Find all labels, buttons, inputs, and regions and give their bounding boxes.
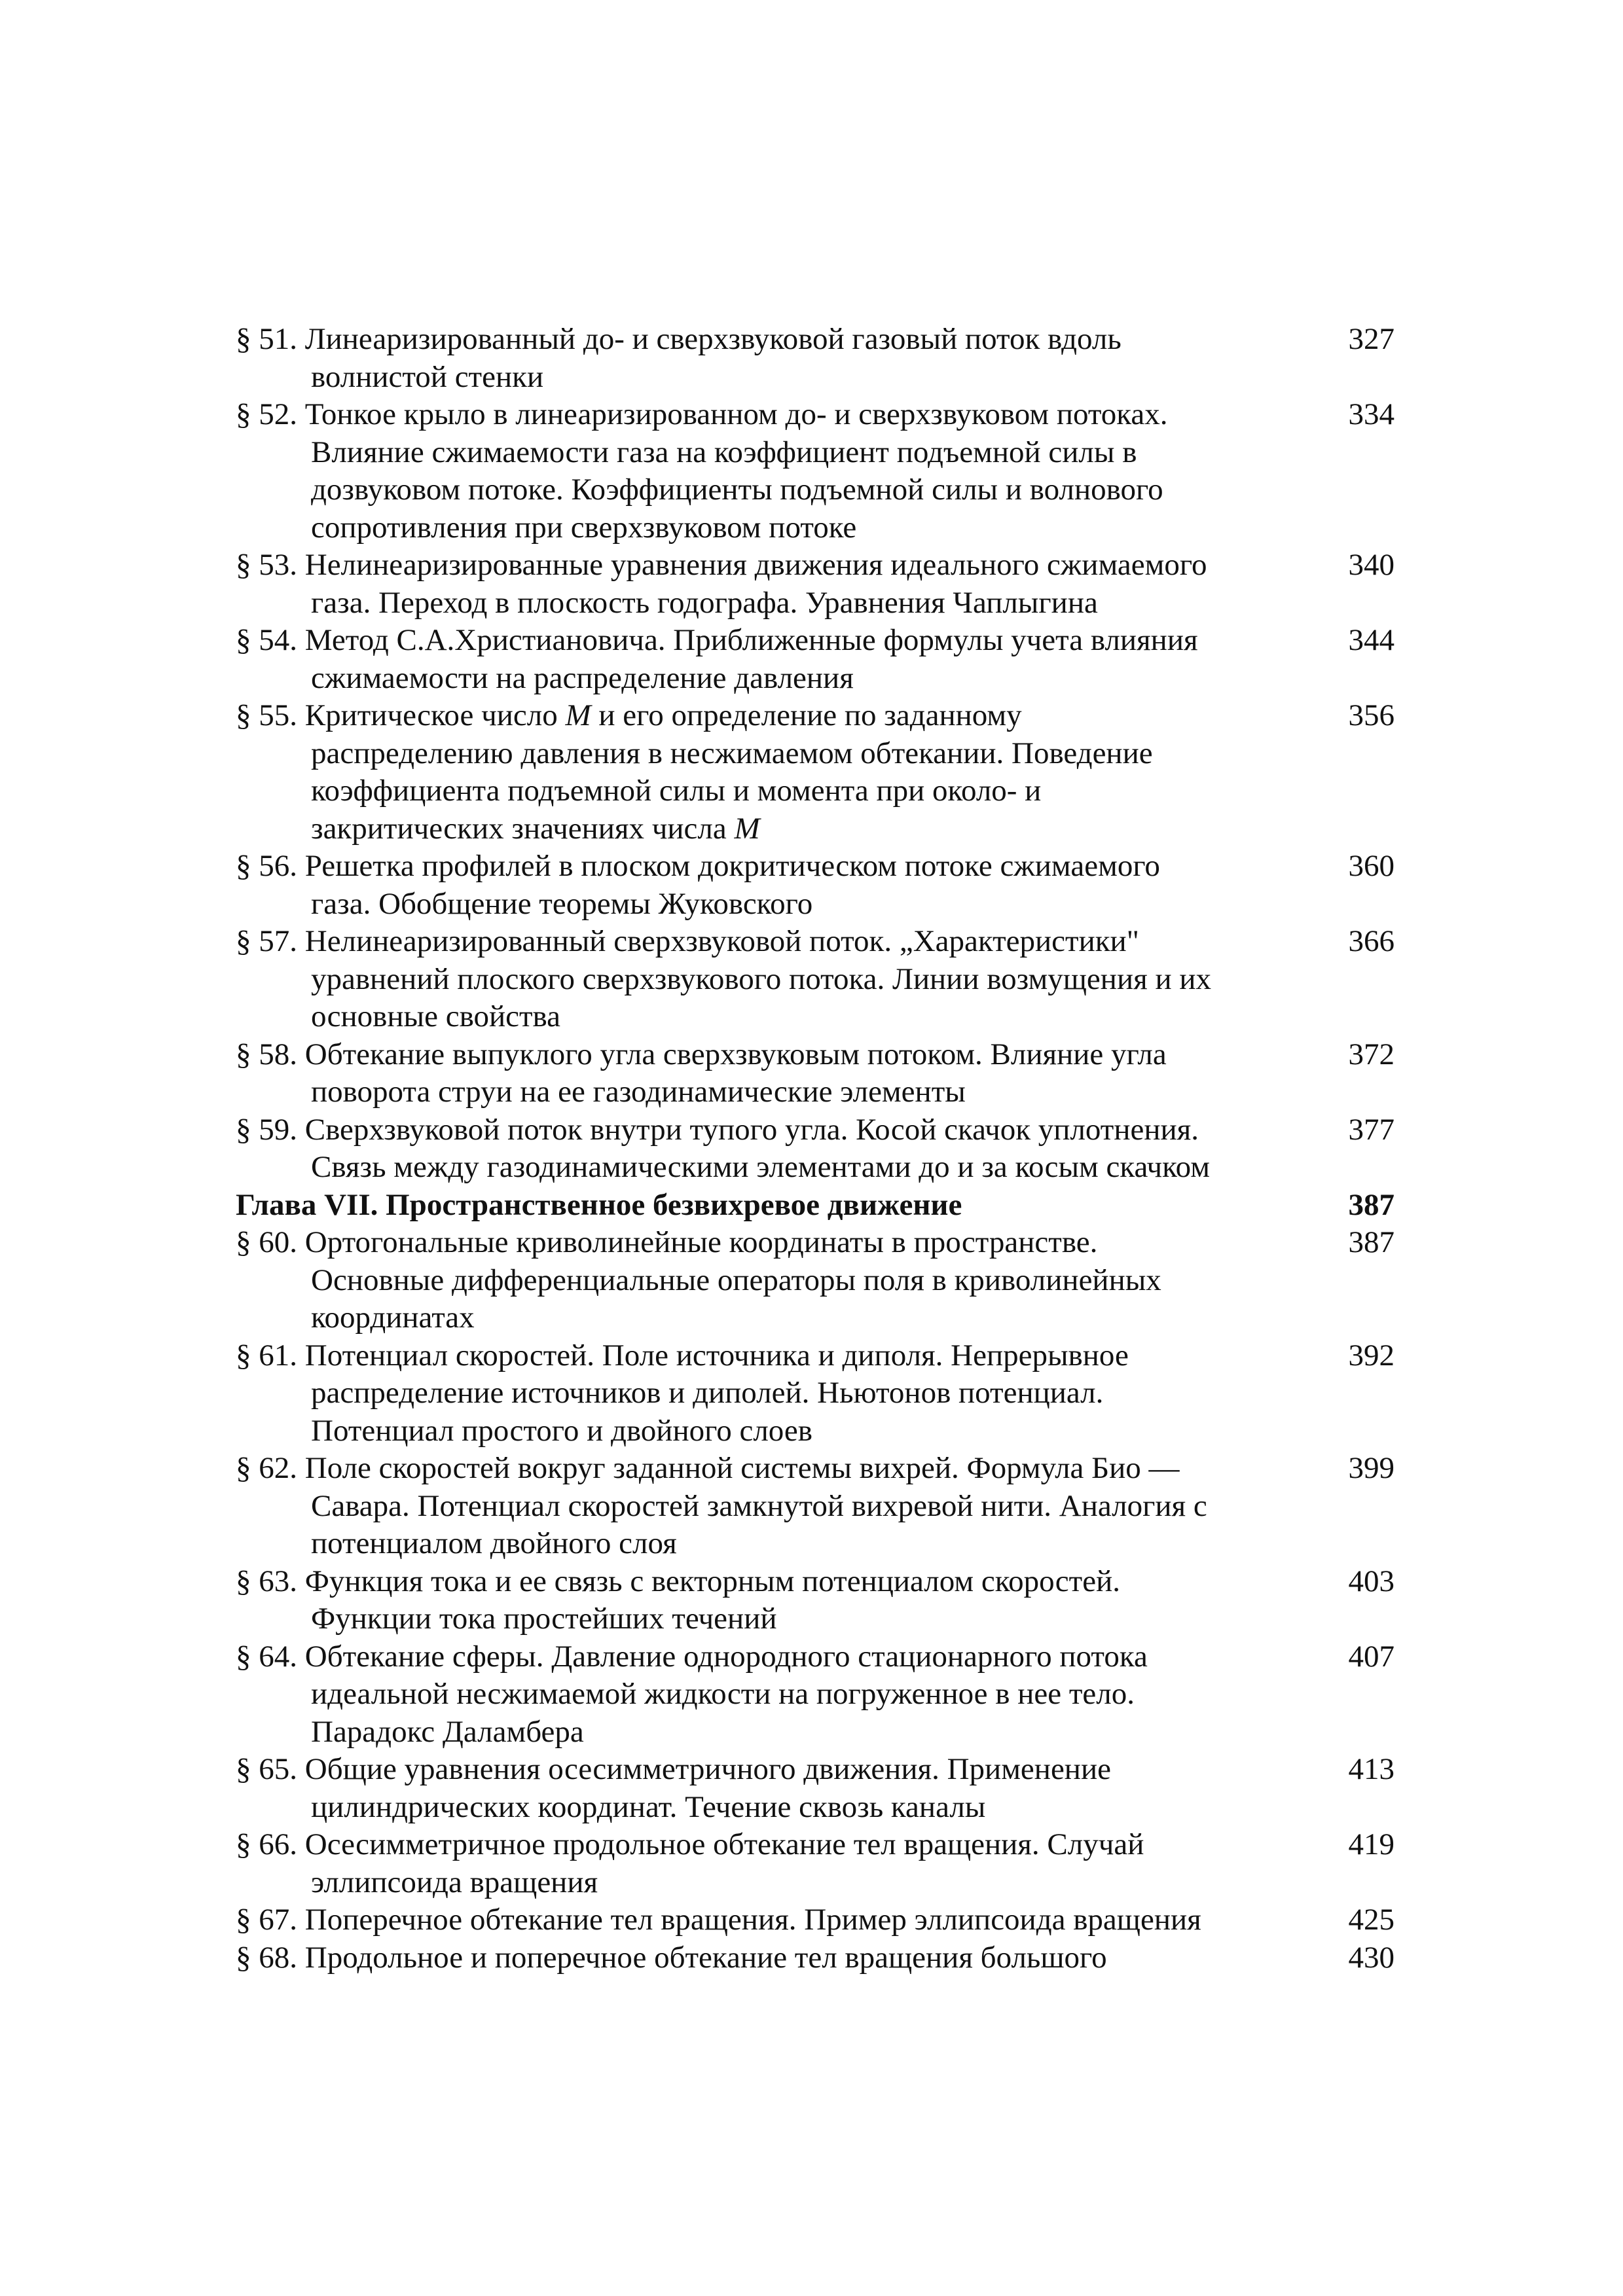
toc-text-part: § 53. Нелинеаризированные уравнения движения идеального сжимаемого bbox=[236, 548, 1207, 582]
toc-text-part: § 64. Обтекание сферы. Давление однородного стационарного потока bbox=[236, 1639, 1148, 1674]
toc-continuation-line bbox=[236, 772, 1395, 810]
toc-text bbox=[236, 1826, 1144, 1864]
toc-entry-line bbox=[236, 622, 1395, 660]
toc-entry-line bbox=[236, 1638, 1395, 1676]
page-number: 399 bbox=[1348, 1451, 1395, 1485]
toc-text-part: Влияние сжимаемости газа на коэффициент подъемной силы в bbox=[311, 435, 1137, 469]
toc-text-part: Глава VII. Пространственное безвихревое движение bbox=[236, 1187, 962, 1222]
toc-continuation-line bbox=[236, 1864, 1395, 1902]
page-number: 334 bbox=[1348, 397, 1395, 431]
toc-text-part: § 68. Продольное и поперечное обтекание тел вращения большого bbox=[236, 1940, 1107, 1975]
toc-text-part: сопротивления при сверхзвуковом потоке bbox=[311, 510, 857, 545]
toc-continuation-line bbox=[236, 1525, 1395, 1563]
toc-continuation-line bbox=[236, 509, 1395, 547]
page-number: 419 bbox=[1348, 1827, 1395, 1861]
toc-text-part: § 54. Метод С.А.Христиановича. Приближенные формулы учета влияния bbox=[236, 623, 1198, 657]
toc-entry-line bbox=[236, 1751, 1395, 1789]
toc-text bbox=[236, 772, 1041, 810]
toc-continuation-line bbox=[236, 1488, 1395, 1526]
toc-continuation-line bbox=[236, 961, 1395, 999]
toc-text bbox=[236, 923, 1139, 961]
toc-entry-line bbox=[236, 848, 1395, 886]
toc-text-part: § 67. Поперечное обтекание тел вращения. Пример эллипсоида вращения bbox=[236, 1903, 1201, 1937]
toc-text-part: Потенциал простого и двойного слоев bbox=[311, 1413, 812, 1448]
toc-text-part: уравнений плоского сверхзвукового потока. Линии возмущения и их bbox=[311, 961, 1212, 996]
page-number: 392 bbox=[1348, 1338, 1395, 1372]
toc-entry-line bbox=[236, 1224, 1395, 1262]
toc-text bbox=[236, 1676, 1135, 1713]
toc-text-part: Парадокс Даламбера bbox=[311, 1714, 584, 1749]
toc-text-part: Основные дифференциальные операторы поля в криволинейных bbox=[311, 1263, 1161, 1297]
toc-continuation-line bbox=[236, 1374, 1395, 1412]
toc-text-part: дозвуковом потоке. Коэффициенты подъемной силы и волнового bbox=[311, 473, 1163, 507]
toc-text bbox=[236, 848, 1160, 886]
toc-text-part: § 66. Осесимметричное продольное обтекание тел вращения. Случай bbox=[236, 1827, 1144, 1861]
toc-continuation-line bbox=[236, 1262, 1395, 1300]
toc-text-part: газа. Переход в плоскость годографа. Уравнения Чаплыгина bbox=[311, 585, 1098, 620]
toc-text-part: § 61. Потенциал скоростей. Поле источника и диполя. Непрерывное bbox=[236, 1338, 1129, 1372]
toc-text-part: § 51. Линеаризированный до- и сверхзвуковой газовый поток вдоль bbox=[236, 322, 1122, 356]
toc-text-part: § 59. Сверхзвуковой поток внутри тупого угла. Косой скачок уплотнения. bbox=[236, 1112, 1199, 1147]
toc-text bbox=[236, 1224, 1097, 1262]
toc-text bbox=[236, 660, 854, 698]
toc-continuation-line bbox=[236, 1073, 1395, 1111]
toc-text bbox=[236, 1299, 475, 1337]
toc-text bbox=[236, 1374, 1103, 1412]
toc-text-part: поворота струи на ее газодинамические элементы bbox=[311, 1075, 966, 1109]
toc-continuation-line bbox=[236, 810, 1395, 848]
toc-continuation-line bbox=[236, 584, 1395, 622]
toc-text bbox=[236, 961, 1211, 999]
toc-text bbox=[236, 1713, 584, 1751]
toc-continuation-line bbox=[236, 1412, 1395, 1450]
toc-text bbox=[236, 735, 1153, 773]
toc-text bbox=[236, 1111, 1199, 1149]
toc-text-part: волнистой стенки bbox=[311, 359, 544, 394]
chapter-heading-line bbox=[236, 1187, 1395, 1225]
toc-text-part: § 57. Нелинеаризированный сверхзвуковой поток. „Характеристики" bbox=[236, 924, 1139, 958]
toc-text bbox=[236, 434, 1137, 472]
toc-text bbox=[236, 998, 560, 1036]
toc-text-part: Савара. Потенциал скоростей замкнутой вихревой нити. Аналогия с bbox=[311, 1488, 1207, 1523]
page-number: 344 bbox=[1348, 623, 1395, 657]
page-number: 356 bbox=[1348, 698, 1395, 732]
toc-text bbox=[236, 1901, 1201, 1939]
toc-entry-line bbox=[236, 396, 1395, 434]
toc-entry-line bbox=[236, 1337, 1395, 1375]
page-number: 387 bbox=[1348, 1225, 1395, 1259]
toc-text bbox=[236, 1939, 1107, 1977]
toc-text bbox=[236, 1187, 962, 1225]
toc-text-part: и его определение по заданному bbox=[591, 698, 1022, 732]
page-number: 403 bbox=[1348, 1564, 1395, 1598]
toc-entry-line bbox=[236, 1111, 1395, 1149]
toc-text bbox=[236, 1073, 966, 1111]
page-number: 360 bbox=[1348, 849, 1395, 883]
toc-text bbox=[236, 1450, 1180, 1488]
toc-text-part: сжимаемости на распределение давления bbox=[311, 660, 854, 695]
toc-text-part: цилиндрических координат. Течение сквозь каналы bbox=[311, 1789, 986, 1824]
toc-text bbox=[236, 1563, 1120, 1601]
toc-text-part: Функции тока простейших течений bbox=[311, 1602, 777, 1636]
toc-text bbox=[236, 321, 1122, 359]
toc-text bbox=[236, 1525, 677, 1563]
toc-text-part: Связь между газодинамическими элементами до и за косым скачком bbox=[311, 1150, 1210, 1184]
toc-text-part: распределение источников и диполей. Ньютонов потенциал. bbox=[311, 1376, 1104, 1410]
toc-entry-line bbox=[236, 547, 1395, 584]
toc-text bbox=[236, 1638, 1148, 1676]
table-of-contents bbox=[236, 321, 1395, 1977]
toc-continuation-line bbox=[236, 1676, 1395, 1713]
toc-continuation-line bbox=[236, 1713, 1395, 1751]
toc-text bbox=[236, 1412, 812, 1450]
toc-text-part: координатах bbox=[311, 1300, 475, 1335]
page-number: 387 bbox=[1348, 1187, 1395, 1222]
toc-text bbox=[236, 1751, 1111, 1789]
toc-text bbox=[236, 509, 856, 547]
page-number: 327 bbox=[1348, 322, 1395, 356]
toc-text bbox=[236, 1789, 985, 1827]
page-number: 340 bbox=[1348, 548, 1395, 582]
toc-continuation-line bbox=[236, 1600, 1395, 1638]
toc-continuation-line bbox=[236, 998, 1395, 1036]
toc-text bbox=[236, 1488, 1207, 1526]
toc-text bbox=[236, 547, 1207, 584]
page-number: 372 bbox=[1348, 1037, 1395, 1071]
toc-text-part: § 52. Тонкое крыло в линеаризированном до- и сверхзвуковом потоках. bbox=[236, 397, 1168, 431]
toc-continuation-line bbox=[236, 1789, 1395, 1827]
toc-text bbox=[236, 1036, 1167, 1074]
toc-text bbox=[236, 697, 1022, 735]
toc-text-part: основные свойства bbox=[311, 999, 560, 1033]
toc-text-part: газа. Обобщение теоремы Жуковского bbox=[311, 886, 813, 921]
toc-text bbox=[236, 1262, 1161, 1300]
toc-text-part: § 55. Критическое число bbox=[236, 698, 558, 732]
toc-continuation-line bbox=[236, 1149, 1395, 1187]
toc-continuation-line bbox=[236, 359, 1395, 397]
toc-text bbox=[236, 622, 1198, 660]
toc-text bbox=[236, 810, 760, 848]
toc-text bbox=[236, 359, 543, 397]
toc-text-part: распределению давления в несжимаемом обтекании. Поведение bbox=[311, 736, 1153, 770]
toc-continuation-line bbox=[236, 471, 1395, 509]
page-number: 413 bbox=[1348, 1752, 1395, 1786]
page-number: 407 bbox=[1348, 1639, 1395, 1674]
toc-text-part: коэффициента подъемной силы и момента при около- и bbox=[311, 774, 1042, 808]
toc-text-part: § 56. Решетка профилей в плоском докритическом потоке сжимаемого bbox=[236, 849, 1160, 883]
page-number: 430 bbox=[1348, 1940, 1395, 1975]
toc-text-part: § 62. Поле скоростей вокруг заданной системы вихрей. Формула Био — bbox=[236, 1451, 1180, 1485]
toc-text-part: закритических значениях числа bbox=[311, 811, 727, 846]
page-number: 366 bbox=[1348, 924, 1395, 958]
toc-text-part: § 58. Обтекание выпуклого угла сверхзвуковым потоком. Влияние угла bbox=[236, 1037, 1167, 1071]
toc-text bbox=[236, 1864, 598, 1902]
page-number: 425 bbox=[1348, 1903, 1395, 1937]
toc-text bbox=[236, 584, 1098, 622]
toc-text-part: идеальной несжимаемой жидкости на погруженное в нее тело. bbox=[311, 1677, 1135, 1711]
toc-text bbox=[236, 886, 812, 924]
page-number: 377 bbox=[1348, 1112, 1395, 1147]
toc-entry-line bbox=[236, 1563, 1395, 1601]
toc-entry-line bbox=[236, 321, 1395, 359]
toc-entry-line bbox=[236, 697, 1395, 735]
toc-text-part: эллипсоида вращения bbox=[311, 1865, 598, 1899]
toc-continuation-line bbox=[236, 886, 1395, 924]
toc-text bbox=[236, 396, 1168, 434]
toc-entry-line bbox=[236, 1826, 1395, 1864]
toc-text-part: § 60. Ортогональные криволинейные координаты в пространстве. bbox=[236, 1225, 1098, 1259]
toc-continuation-line bbox=[236, 660, 1395, 698]
toc-text bbox=[236, 471, 1163, 509]
math-symbol-m: M bbox=[565, 698, 591, 732]
toc-entry-line bbox=[236, 1036, 1395, 1074]
toc-text bbox=[236, 1149, 1210, 1187]
toc-continuation-line bbox=[236, 735, 1395, 773]
toc-text-part: § 63. Функция тока и ее связь с векторным потенциалом скоростей. bbox=[236, 1564, 1120, 1598]
toc-entry-line bbox=[236, 1450, 1395, 1488]
math-symbol-m: M bbox=[734, 811, 760, 846]
toc-text bbox=[236, 1600, 777, 1638]
toc-entry-line bbox=[236, 923, 1395, 961]
toc-text-part: потенциалом двойного слоя bbox=[311, 1526, 677, 1560]
toc-entry-line bbox=[236, 1901, 1395, 1939]
toc-text bbox=[236, 1337, 1129, 1375]
toc-continuation-line bbox=[236, 1299, 1395, 1337]
toc-entry-line bbox=[236, 1939, 1395, 1977]
toc-text-part: § 65. Общие уравнения осесимметричного движения. Применение bbox=[236, 1752, 1111, 1786]
toc-continuation-line bbox=[236, 434, 1395, 472]
